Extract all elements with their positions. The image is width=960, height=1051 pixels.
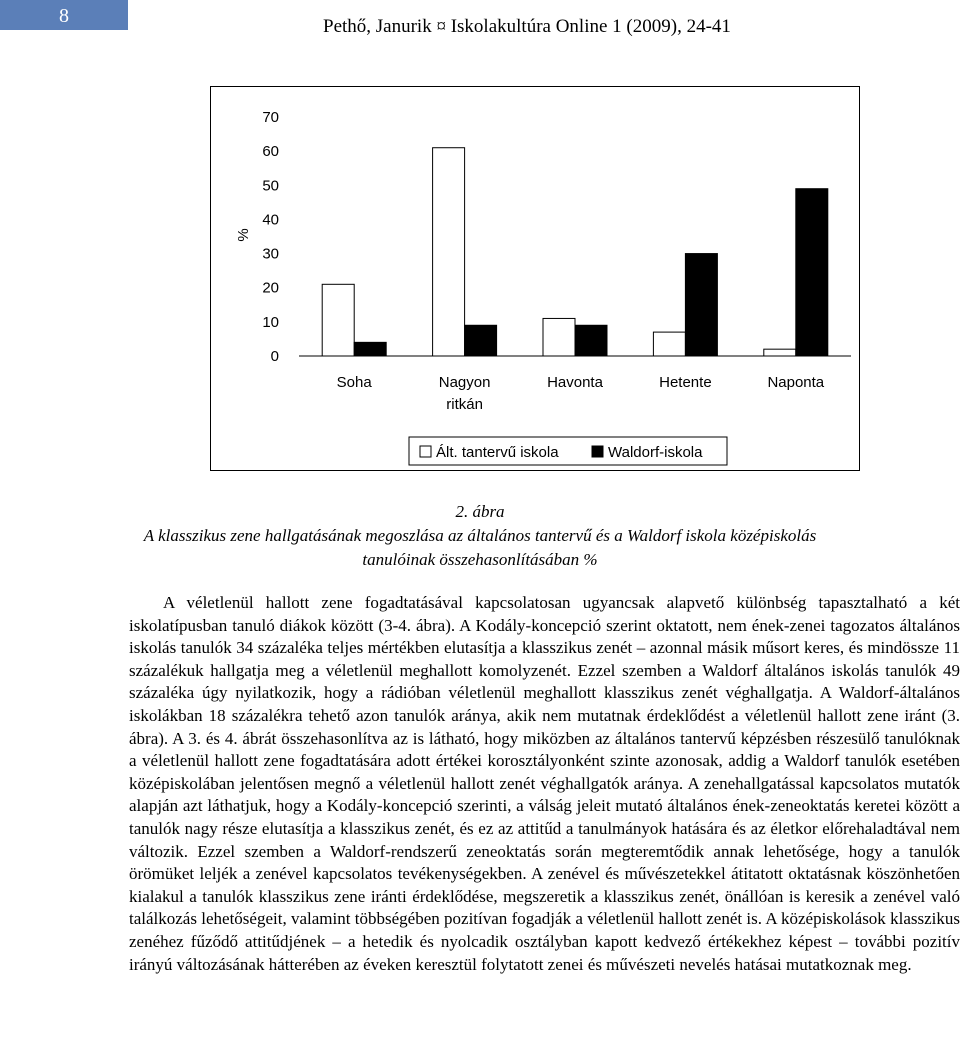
y-tick-label: 70 — [262, 109, 279, 126]
y-tick-label: 50 — [262, 177, 279, 195]
legend-label-alt: Ált. tantervű iskola — [436, 444, 559, 461]
figure-caption-line-1: A klasszikus zene hallgatásának megoszlása az általános tantervű és a Waldorf iskola középiskolás — [143, 526, 817, 545]
bar-alt — [433, 148, 465, 356]
figure-bar-chart — [210, 86, 860, 471]
x-tick-label: Nagyon — [438, 374, 491, 391]
x-tick-label: Hetente — [659, 374, 712, 391]
x-tick-label: Havonta — [547, 374, 603, 391]
figure-caption-line-2: tanulóinak összehasonlításában % — [362, 550, 598, 569]
y-tick-label: 60 — [262, 143, 279, 161]
bar-waldorf — [796, 189, 828, 356]
legend-swatch-waldorf — [592, 446, 603, 457]
bar-alt — [543, 318, 575, 356]
x-tick-label: Soha — [336, 374, 372, 391]
figure-label: 2. ábra — [455, 502, 505, 521]
bar-alt — [322, 284, 354, 356]
y-tick-label: 20 — [262, 279, 279, 297]
y-tick-label: 30 — [262, 245, 279, 263]
legend-swatch-alt — [420, 446, 431, 457]
body-paragraph — [129, 592, 960, 976]
y-axis-label: % — [235, 228, 252, 242]
y-tick-label: 40 — [262, 211, 279, 229]
page-number: 8 — [0, 0, 128, 30]
y-tick-label: 0 — [270, 348, 279, 365]
bar-chart-svg — [211, 87, 861, 472]
bar-waldorf — [575, 325, 607, 356]
y-tick-label: 10 — [262, 313, 279, 331]
body-paragraph-text: A véletlenül hallott zene fogadtatásával kapcsolatosan ugyancsak alapvető különbség tapasztalható a két iskolatípusban tanuló diákok között (3-4. ábra). A Kodály-koncepció szerint oktatott, nem ének-zenei tagozatos általános iskolás tanulók 34 százaléka teljes mértékben elutasítja a klasszikus zenét – azonnal másik műsort keres, és mindössze 11 százalékuk hallgatja meg a véletlenül meghallott komolyzenét. Ezzel szemben a Waldorf általános iskolás tanulók 49 százaléka úgy nyilatkozik, hogy a rádióban véletlenül meghallott klasszikus zenét véghallgatja. A Waldorf-általános iskolákban 18 százalékra tehető azon tanulók aránya, akik nem mutatnak érdeklődést a véletlenül hallott zene iránt (3. ábra). A 3. és 4. ábrát összehasonlítva az is látható, hogy miközben az általános tantervű képzésben részesülő tanulóknak a véletlenül hallott zene fogadtatására adott értékei korosztályonként szinte azonosak, addig a Waldorf tanulók esetében középiskolában jelentősen megnő a véletlenül hallott zenét véghallgatók aránya. A zenehallgatással kapcsolatos mutatók alapján azt láthatjuk, hogy a Kodály-koncepció szerinti, a válság jeleit mutató általános ének-zeneoktatás keretei között a tanulók nagy része elutasítja a klasszikus zenét, és ez az attitűd a tanulmányok hatására és az életkor előrehaladtával nem változik. Ezzel szemben a Waldorf-rendszerű zeneoktatás során megteremtődik annak lehetősége, hogy a tanulók örömüket leljék a zenével kapcsolatos tevékenységekben. A zenével és művészetekkel átitatott oktatásnak köszönhetően kialakul a tanulók klasszikus zene iránti érdeklődése, megszeretik a klasszikus zenét, önállóan is keresik a zenével való találkozás lehetőségeit, valamint többségében pozitívan fogadják a véletlenül hallott zenét is. A középiskolások klasszikus zenéhez fűződő attitűdjének – a hetedik és nyolcadik osztályban kapott kedvező értékekhez képest – további pozitív irányú változásának hátterében az éveken keresztül folytatott zenei és művészeti nevelés hatásai mutatkoznak meg. — [129, 593, 960, 974]
bar-waldorf — [685, 254, 717, 356]
bar-waldorf — [465, 325, 497, 356]
bar-waldorf — [354, 342, 386, 356]
x-tick-label: Naponta — [767, 374, 825, 391]
legend-label-waldorf: Waldorf-iskola — [608, 444, 703, 461]
running-head: Pethő, Janurik ¤ Iskolakultúra Online 1 (2009), 24-41 — [323, 16, 731, 37]
bar-alt — [653, 332, 685, 356]
bar-alt — [764, 349, 796, 356]
x-tick-label: ritkán — [446, 396, 483, 413]
